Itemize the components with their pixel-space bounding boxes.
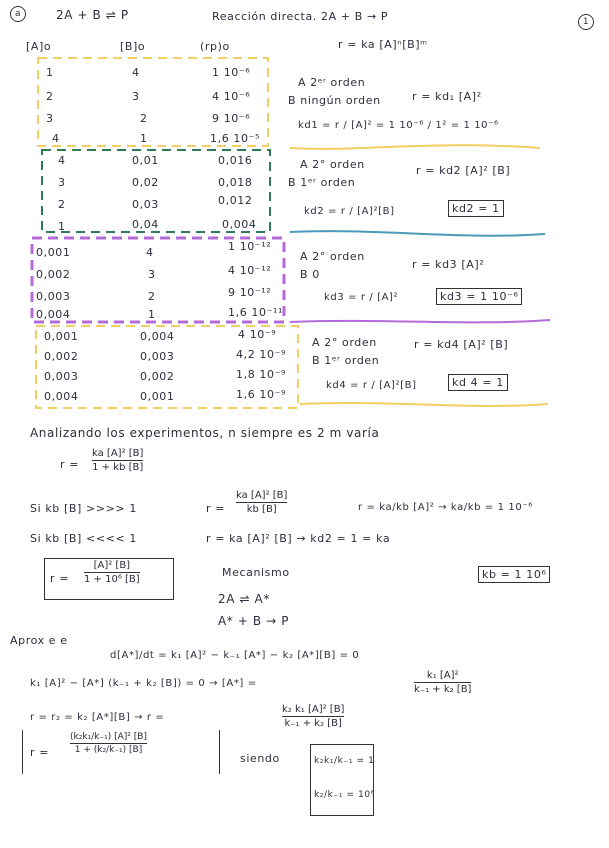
note: B ningún orden xyxy=(288,94,381,107)
table-cell: 2 xyxy=(46,90,54,103)
result-box: kd3 = 1 10⁻⁶ xyxy=(436,290,522,303)
note: kd1 = r / [A]² = 1 10⁻⁶ / 1² = 1 10⁻⁶ xyxy=(298,120,499,131)
separator-yellow-2 xyxy=(300,403,548,406)
note: r = kd3 [A]² xyxy=(412,258,485,271)
case2-cond: Si kb [B] <<<< 1 xyxy=(30,532,137,545)
table-cell: 2 xyxy=(140,112,148,125)
table-cell: 0,012 xyxy=(218,194,253,207)
table-cell: 4,2 10⁻⁹ xyxy=(236,348,287,361)
table-cell: 1,8 10⁻⁹ xyxy=(236,368,287,381)
table-cell: 3 xyxy=(58,176,66,189)
separator-blue xyxy=(290,231,545,236)
table-cell: 0,02 xyxy=(132,176,159,189)
table-cell: 9 10⁻¹² xyxy=(228,286,272,299)
approx-label: Aprox e e xyxy=(10,634,68,647)
note: B 0 xyxy=(300,268,320,281)
result-box: kd 4 = 1 xyxy=(448,376,508,389)
table-cell: 0,001 xyxy=(36,246,71,259)
table-cell: 3 xyxy=(46,112,54,125)
kb-result: kb = 1 10⁶ xyxy=(478,568,550,581)
table-cell: 0,018 xyxy=(218,176,253,189)
table-cell: 4 10⁻⁹ xyxy=(238,328,277,341)
table-cell: 4 xyxy=(52,132,60,145)
line3-fraction: k₂ k₁ [A]² [B] k₋₁ + k₂ [B] xyxy=(282,704,345,729)
mech-final-fraction: (k₂k₁/k₋₁) [A]² [B] 1 + (k₂/k₋₁) [B] xyxy=(70,732,147,755)
cond1: k₂k₁/k₋₁ = 1 xyxy=(314,756,375,766)
table-cell: 0,04 xyxy=(132,218,159,231)
r-equals-3: r = xyxy=(50,572,70,585)
line2-fraction: k₁ [A]² k₋₁ + k₂ [B] xyxy=(414,670,472,695)
col-header-b: [B]o xyxy=(120,40,146,53)
analysis-intro: Analizando los experimentos, n siempre es 2 m varía xyxy=(30,426,380,440)
table-cell: 4 10⁻⁶ xyxy=(212,90,251,103)
table-cell: 0,002 xyxy=(140,370,175,383)
table-cell: 3 xyxy=(148,268,156,281)
table-cell: 0,003 xyxy=(140,350,175,363)
note: B 1ᵉʳ orden xyxy=(288,176,356,189)
table-cell: 1 10⁻⁶ xyxy=(212,66,251,79)
note: A 2° orden xyxy=(312,336,377,349)
table-cell: 0,004 xyxy=(44,390,79,403)
note: kd3 = r / [A]² xyxy=(324,292,399,303)
direct-reaction: Reacción directa. 2A + B → P xyxy=(212,10,389,23)
table-cell: 0,01 xyxy=(132,154,159,167)
note: A 2° orden xyxy=(300,250,365,263)
table-cell: 9 10⁻⁶ xyxy=(212,112,251,125)
table-cell: 0,002 xyxy=(36,268,71,281)
case1-rest: r = ka/kb [A]² → ka/kb = 1 10⁻⁶ xyxy=(358,502,533,513)
table-cell: 0,004 xyxy=(36,308,71,321)
table-cell: 0,03 xyxy=(132,198,159,211)
note: A 2ᵉʳ orden xyxy=(298,76,366,89)
mech-step1: 2A ⇌ A* xyxy=(218,592,270,606)
note: kd4 = r / [A]²[B] xyxy=(326,380,417,391)
note: kd2 = r / [A]²[B] xyxy=(304,206,395,217)
table-cell: 4 10⁻¹² xyxy=(228,264,272,277)
table-cell: 3 xyxy=(132,90,140,103)
table-cell: 4 xyxy=(146,246,154,259)
line3: r = r₂ = k₂ [A*][B] → r = xyxy=(30,712,165,723)
table-cell: 2 xyxy=(58,198,66,211)
deriv-eq: d[A*]/dt = k₁ [A]² − k₋₁ [A*] − k₂ [A*][B] = 0 xyxy=(110,650,360,661)
result-box: kd2 = 1 xyxy=(448,202,504,215)
table-cell: 0,003 xyxy=(36,290,71,303)
table-cell: 0,002 xyxy=(44,350,79,363)
mech-step2: A* + B → P xyxy=(218,614,290,628)
note: B 1ᵉʳ orden xyxy=(312,354,380,367)
table-cell: 1,6 10⁻⁹ xyxy=(236,388,287,401)
separator-yellow xyxy=(290,145,540,149)
table-cell: 4 xyxy=(58,154,66,167)
case1-fraction: ka [A]² [B] kb [B] xyxy=(236,490,288,515)
table-cell: 4 xyxy=(132,66,140,79)
table-cell: 0,001 xyxy=(44,330,79,343)
table-cell: 0,003 xyxy=(44,370,79,383)
r-equals-1: r = xyxy=(60,458,80,471)
note: r = kd2 [A]² [B] xyxy=(416,164,511,177)
r-equals-4: r = xyxy=(30,746,50,759)
r-equals-2: r = xyxy=(206,502,226,515)
col-header-a: [A]o xyxy=(26,40,52,53)
table-cell: 0,001 xyxy=(140,390,175,403)
table-cell: 2 xyxy=(148,290,156,303)
table-cell: 0,016 xyxy=(218,154,253,167)
rate-fraction: ka [A]² [B] 1 + kb [B] xyxy=(92,448,144,473)
mechanism-title: Mecanismo xyxy=(222,566,290,579)
cond2: k₂/k₋₁ = 10⁶ xyxy=(314,790,375,800)
table-cell: 1 10⁻¹² xyxy=(228,240,272,253)
final-fraction: [A]² [B] 1 + 10⁶ [B] xyxy=(84,560,140,585)
table-cell: 1 xyxy=(46,66,54,79)
problem-label: a xyxy=(10,6,26,22)
conditions-box xyxy=(310,744,374,816)
table-cell: 1 xyxy=(148,308,156,321)
table-cell: 1,6 10⁻¹¹ xyxy=(228,306,284,319)
table-cell: 1,6 10⁻⁵ xyxy=(210,132,261,145)
page-number: 1 xyxy=(578,14,594,30)
note: r = kd₁ [A]² xyxy=(412,90,482,103)
line2: k₁ [A]² − [A*] (k₋₁ + k₂ [B]) = 0 → [A*] = xyxy=(30,678,257,689)
table-cell: 1 xyxy=(58,220,66,233)
table-cell: 0,004 xyxy=(222,218,257,231)
note: A 2° orden xyxy=(300,158,365,171)
case2-rest: r = ka [A]² [B] → kd2 = 1 = ka xyxy=(206,532,391,545)
case1-cond: Si kb [B] >>>> 1 xyxy=(30,502,137,515)
table-cell: 1 xyxy=(140,132,148,145)
note: r = kd4 [A]² [B] xyxy=(414,338,509,351)
siendo: siendo xyxy=(240,752,280,765)
col-header-rp: (rp)o xyxy=(200,40,230,53)
separator-purple xyxy=(290,320,550,322)
table-cell: 0,004 xyxy=(140,330,175,343)
reaction-equation: 2A + B ⇌ P xyxy=(56,8,129,22)
rate-law: r = ka [A]ⁿ[B]ᵐ xyxy=(338,38,428,51)
